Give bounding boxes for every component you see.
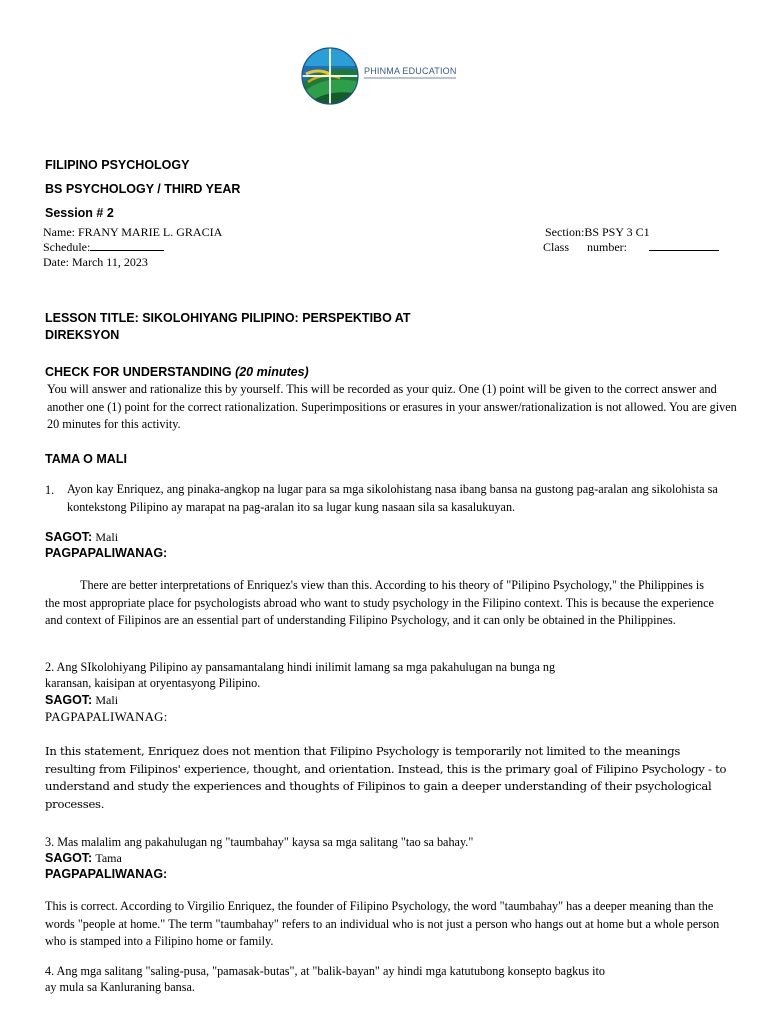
item-1-answer-row [45,529,118,545]
name-label: Name: [43,225,75,239]
program-title: BS PSYCHOLOGY / THIRD YEAR [45,182,241,196]
item-3-explanation: This is correct. According to Virgilio Enriquez, the founder of Filipino Psychology, the word "taumbahay" has a deeper meaning than the words "people at home." The term "taumbahay" refers to an individual who is not just a person who hangs out at home but a whole person who is stamped into a Filipino home or family. [45,899,720,949]
item-3-answer-row [45,850,122,866]
class-number-blank [649,240,719,251]
number-label: number: [587,240,628,254]
item-3-answer-label: SAGOT: [45,851,93,865]
cfu-heading-text: CHECK FOR UNDERSTANDING [45,365,232,379]
item-2-explanation: In this statement, Enriquez does not mention that Filipino Psychology is temporarily not limited to the meanings resulting from Filipinos' experience, thought, and orientation. Instead, this is the primary goal of Filipino Psychology - to understand and study the experiences and thoughts of Filipinos to gain a deeper understanding of their psychological processes. [45,744,727,811]
session-label: Session # 2 [45,206,114,220]
item-3-explanation-label: PAGPAPALIWANAG: [45,867,168,881]
date-text: Date: March 11, 2023 [43,255,148,269]
item-2-question-line2: karansan, kaisipan at oryentasyong Pilipino. [45,676,261,690]
item-1-answer: Mali [95,530,119,544]
phinma-logo [300,44,470,108]
item-4-question-line2: ay mula sa Kanluraning bansa. [45,980,195,994]
item-1-number: 1. [45,483,55,497]
item-3-answer: Tama [95,851,122,865]
section-row [545,224,650,240]
course-title: FILIPINO PSYCHOLOGY [45,158,190,172]
lesson-title-line2: DIREKSYON [45,328,120,342]
schedule-row [43,239,164,255]
item-3-question: 3. Mas malalim ang pakahulugan ng "taumbahay" kaysa sa mga salitang "tao sa bahay." [45,835,474,849]
item-2-question-line1: 2. Ang SIkolohiyang Pilipino ay pansamantalang hindi inilimit lamang sa mga pakahulugan na bunga ng [45,660,556,674]
cfu-duration: (20 minutes) [235,365,309,379]
item-1-answer-label: SAGOT: [45,530,93,544]
item-1-explanation: There are better interpretations of Enriquez's view than this. According to his theory of "Pilipino Psychology," the Philippines is the most appropriate place for psychologists abroad who want to study psychology in the Filipino context. This is because the experience and context of Filipinos are an essential part of understanding Filipino Psychology, and it can only be obtained in the Philippines. [45,578,714,628]
name-row [43,224,222,240]
section-label: Section: [545,225,585,239]
schedule-blank [90,240,164,251]
name-value: FRANY MARIE L. GRACIA [78,225,223,239]
item-4-question-line1: 4. Ang mga salitang "saling-pusa, "pamasak-butas", at "balik-bayan" ay hindi mga katutubong konsepto bagkus ito [45,964,606,978]
section-value: BS PSY 3 C1 [584,225,650,239]
item-1-question: Ayon kay Enriquez, ang pinaka-angkop na lugar para sa mga sikolohistang nasa ibang bansa na gustong pag-aralan ang sikolohista sa kontekstong Pilipino ay marapat na pag-aralan ito sa lugar kung nasaan sila sa kasalukuyan. [67,482,718,514]
logo-tagline-bar [364,77,456,79]
cfu-instructions: You will answer and rationalize this by yourself. This will be recorded as your quiz. One (1) point will be given to the correct answer and another one (1) point for the correct rationalization. Superimpositions or erasures in your answer/rationalization is not allowed. You are given 20 minutes for this activity. [47,382,737,432]
item-2-explanation-label: PAGPAPALIWANAG: [45,710,168,724]
lesson-title-line1: LESSON TITLE: SIKOLOHIYANG PILIPINO: PERSPEKTIBO AT [45,311,411,325]
item-2-answer-label: SAGOT: [45,693,93,707]
item-2-answer: Mali [95,693,119,707]
class-label: Class [543,240,570,254]
item-1-explanation-label: PAGPAPALIWANAG: [45,546,168,560]
class-number-row [543,239,719,255]
schedule-label: Schedule: [43,240,91,254]
logo-brand-text: PHINMA EDUCATION [364,66,457,76]
section-title: TAMA O MALI [45,452,127,466]
logo-globe-icon [300,44,360,108]
item-2-answer-row [45,692,118,708]
cfu-heading [45,365,309,379]
